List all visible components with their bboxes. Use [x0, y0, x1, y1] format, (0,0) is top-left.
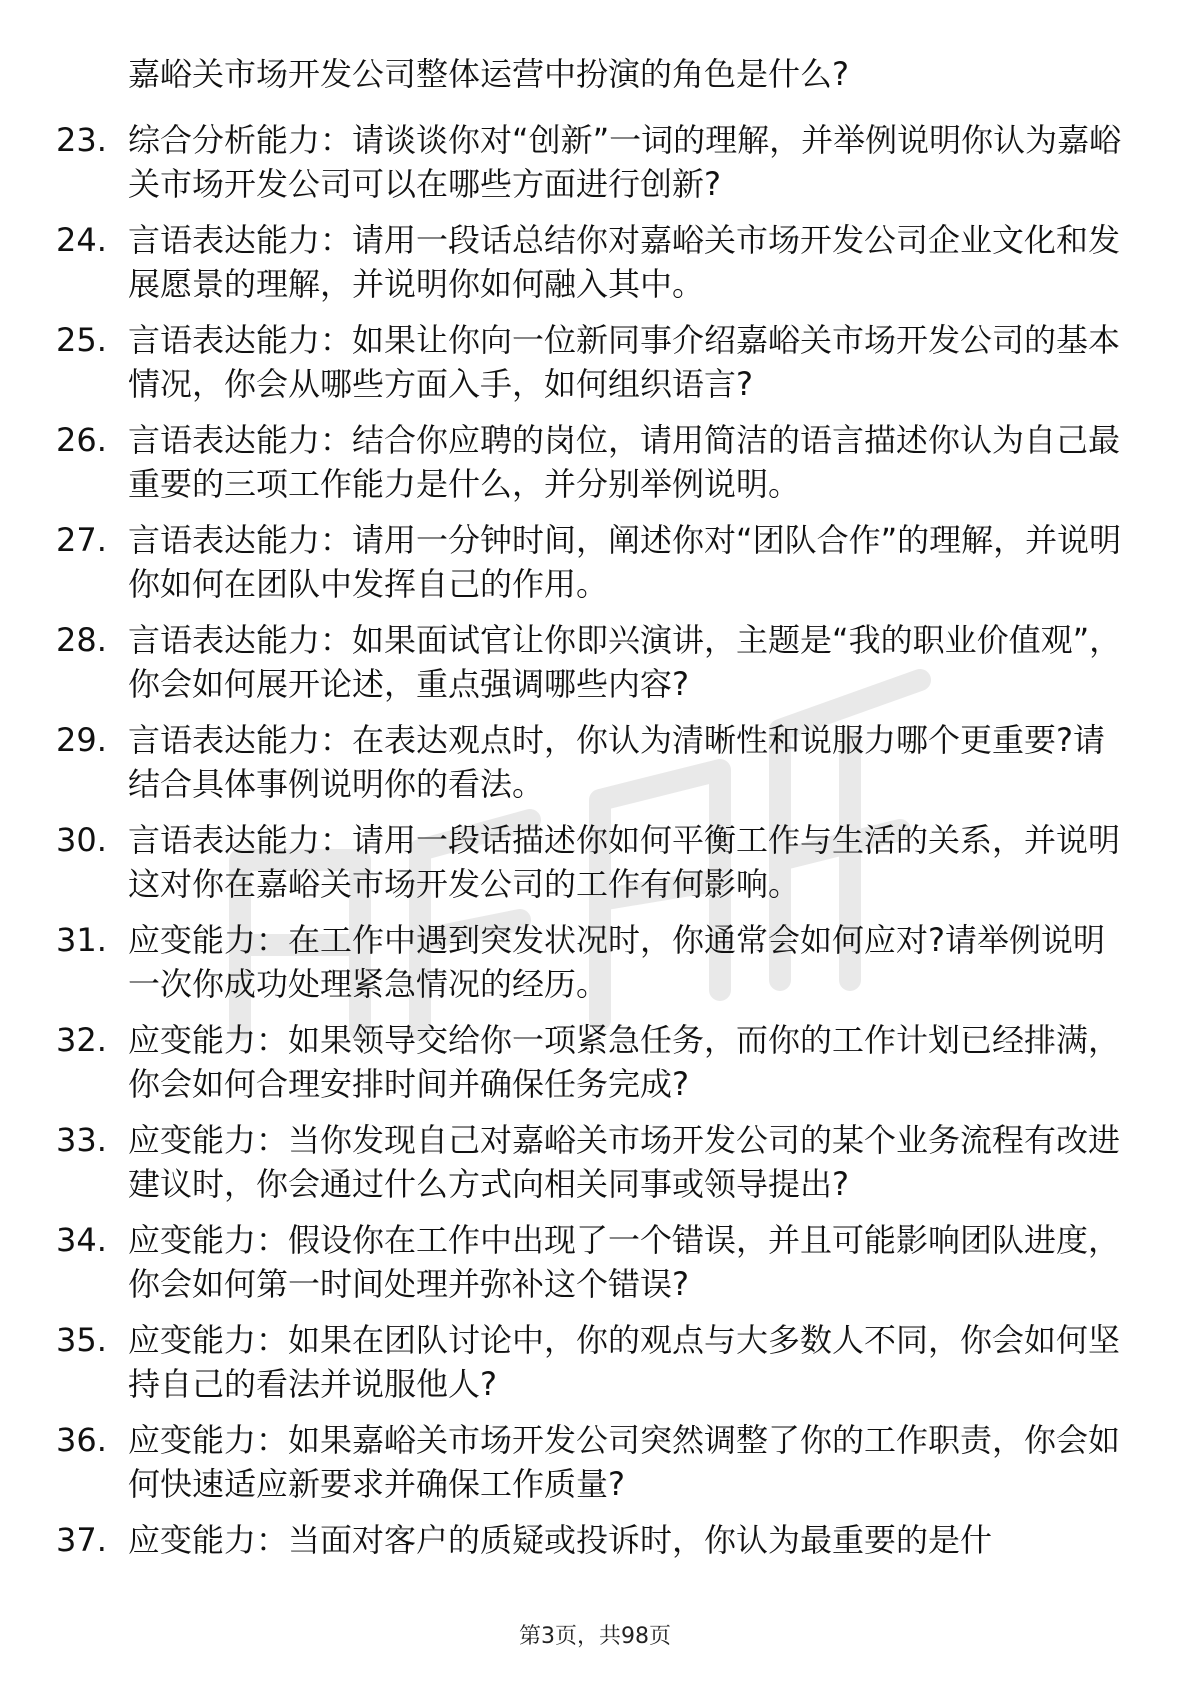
question-number: 32. — [56, 1021, 107, 1059]
question-number: 24. — [56, 221, 107, 259]
question-item — [0, 1518, 1190, 1618]
question-number: 23. — [56, 121, 107, 159]
question-text: 应变能力：如果嘉峪关市场开发公司突然调整了你的工作职责，你会如何快速适应新要求并确保工作质量? — [128, 1421, 1121, 1503]
question-item — [0, 1218, 1190, 1318]
question-number: 33. — [56, 1121, 107, 1159]
question-item — [0, 1418, 1190, 1518]
question-item — [0, 1118, 1190, 1218]
question-text: 应变能力：假设你在工作中出现了一个错误，并且可能影响团队进度，你会如何第一时间处理并弥补这个错误? — [128, 1221, 1121, 1303]
question-item — [0, 118, 1190, 218]
question-number: 31. — [56, 921, 107, 959]
question-item — [0, 918, 1190, 1018]
question-text: 应变能力：在工作中遇到突发状况时，你通常会如何应对?请举例说明一次你成功处理紧急情况的经历。 — [128, 921, 1105, 1003]
question-text: 言语表达能力：如果让你向一位新同事介绍嘉峪关市场开发公司的基本情况，你会从哪些方面入手，如何组织语言? — [128, 321, 1121, 403]
question-list — [0, 118, 1190, 1618]
question-text: 综合分析能力：请谈谈你对“创新”一词的理解，并举例说明你认为嘉峪关市场开发公司可以在哪些方面进行创新? — [128, 121, 1122, 203]
question-number: 27. — [56, 521, 107, 559]
question-number: 30. — [56, 821, 107, 859]
question-number: 36. — [56, 1421, 107, 1459]
question-text: 应变能力：如果在团队讨论中，你的观点与大多数人不同，你会如何坚持自己的看法并说服他人? — [128, 1321, 1121, 1403]
continuation-text: 嘉峪关市场开发公司整体运营中扮演的角色是什么? — [128, 55, 849, 93]
question-item — [0, 618, 1190, 718]
question-text: 言语表达能力：请用一分钟时间，阐述你对“团队合作”的理解，并说明你如何在团队中发挥自己的作用。 — [128, 521, 1122, 603]
question-number: 34. — [56, 1221, 107, 1259]
question-text: 应变能力：如果领导交给你一项紧急任务，而你的工作计划已经排满，你会如何合理安排时间并确保任务完成? — [128, 1021, 1121, 1103]
question-item — [0, 718, 1190, 818]
question-number: 25. — [56, 321, 107, 359]
question-item — [0, 518, 1190, 618]
question-text: 应变能力：当面对客户的质疑或投诉时，你认为最重要的是什 — [128, 1521, 993, 1559]
question-text: 言语表达能力：如果面试官让你即兴演讲，主题是“我的职业价值观”，你会如何展开论述，重点强调哪些内容? — [128, 621, 1122, 703]
question-item — [0, 818, 1190, 918]
question-item — [0, 318, 1190, 418]
question-number: 35. — [56, 1321, 107, 1359]
question-item — [0, 218, 1190, 318]
question-text: 言语表达能力：请用一段话描述你如何平衡工作与生活的关系，并说明这对你在嘉峪关市场开发公司的工作有何影响。 — [128, 821, 1121, 903]
question-number: 37. — [56, 1521, 107, 1559]
question-number: 26. — [56, 421, 107, 459]
question-text: 言语表达能力：在表达观点时，你认为清晰性和说服力哪个更重要?请结合具体事例说明你的看法。 — [128, 721, 1105, 803]
page-footer: 第3页，共98页 — [519, 1624, 671, 1649]
question-item — [0, 418, 1190, 518]
question-text: 应变能力：当你发现自己对嘉峪关市场开发公司的某个业务流程有改进建议时，你会通过什么方式向相关同事或领导提出? — [128, 1121, 1121, 1203]
question-text: 言语表达能力：结合你应聘的岗位，请用简洁的语言描述你认为自己最重要的三项工作能力是什么，并分别举例说明。 — [128, 421, 1121, 503]
question-item — [0, 1318, 1190, 1418]
question-number: 29. — [56, 721, 107, 759]
question-text: 言语表达能力：请用一段话总结你对嘉峪关市场开发公司企业文化和发展愿景的理解，并说明你如何融入其中。 — [128, 221, 1121, 303]
question-number: 28. — [56, 621, 107, 659]
question-item — [0, 1018, 1190, 1118]
